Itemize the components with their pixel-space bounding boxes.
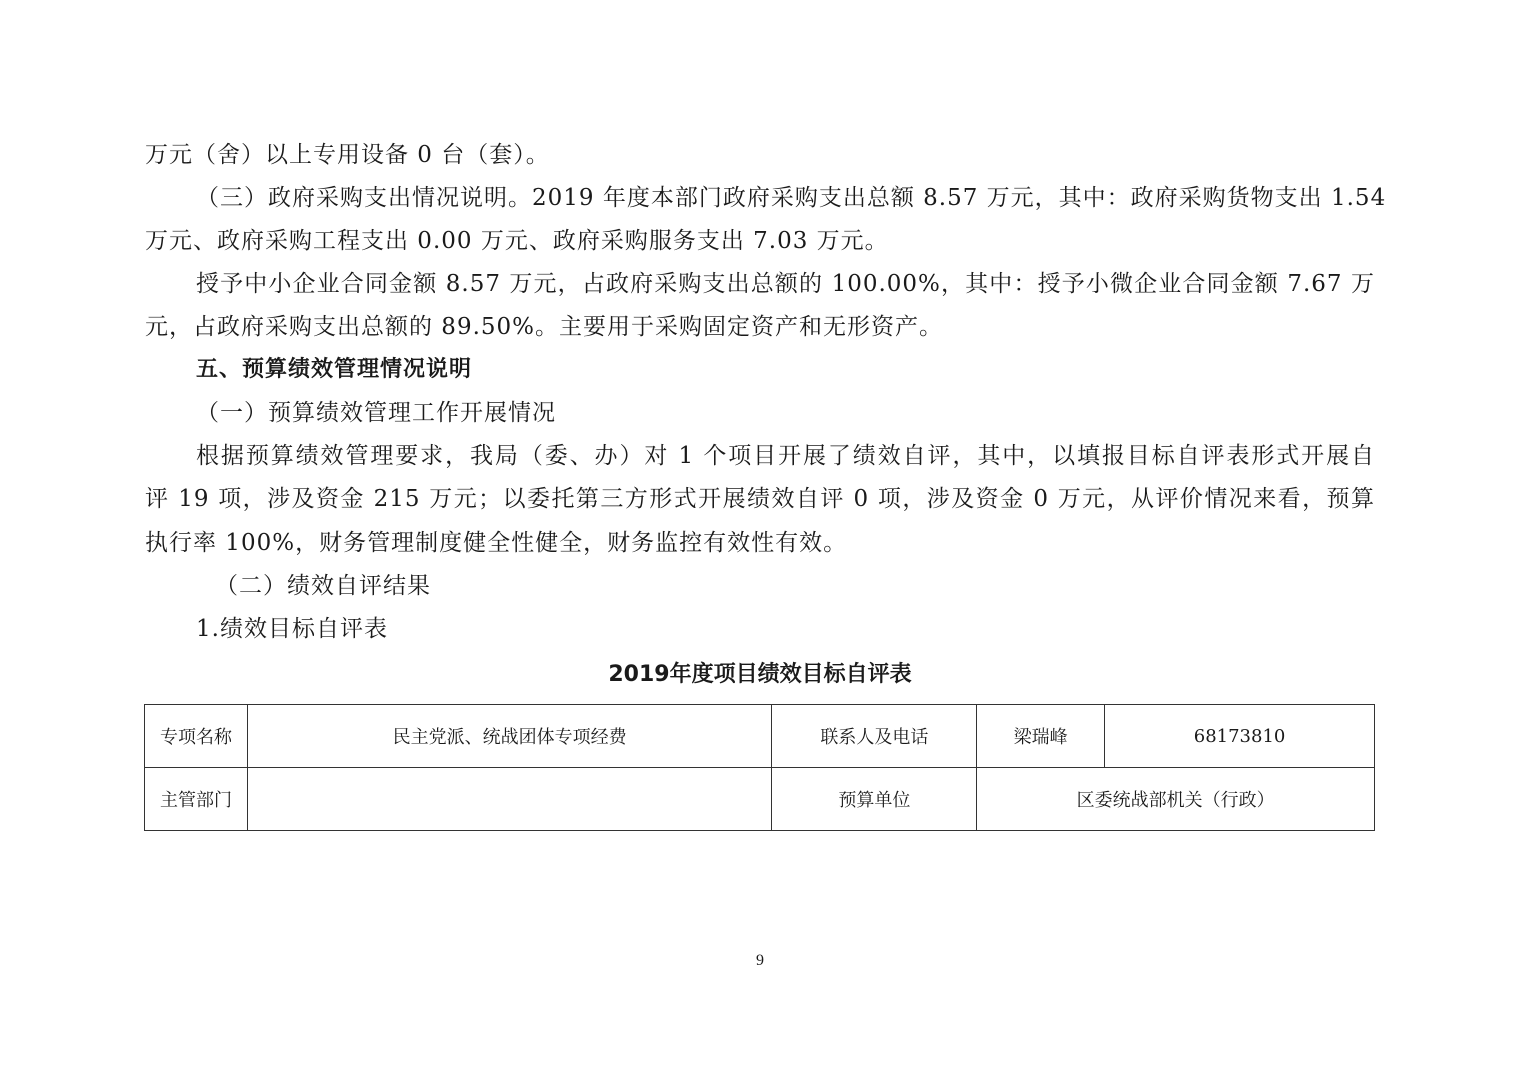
subsection-heading-1: （一）预算绩效管理工作开展情况	[196, 400, 556, 426]
label-contact: 联系人及电话	[772, 705, 977, 768]
project-name-value: 民主党派、统战团体专项经费	[247, 705, 772, 768]
paragraph-line-3: 万元、政府采购工程支出 0.00 万元、政府采购服务支出 7.03 万元。	[145, 228, 889, 254]
table-row	[145, 768, 1375, 831]
subsection-heading-2: （二）绩效自评结果	[215, 573, 431, 599]
paragraph-line-6: 根据预算绩效管理要求，我局（委、办）对 1 个项目开展了绩效自评，其中，以填报目标自评表形式开展自	[196, 443, 1375, 469]
paragraph-line-4: 授予中小企业合同金额 8.57 万元，占政府采购支出总额的 100.00%，其中：授予小微企业合同金额 7.67 万	[196, 271, 1375, 297]
label-budget-unit: 预算单位	[772, 768, 977, 831]
paragraph-line-5: 元，占政府采购支出总额的 89.50%。主要用于采购固定资产和无形资产。	[145, 314, 944, 340]
section-heading-5: 五、预算绩效管理情况说明	[196, 357, 473, 382]
table-title: 2019年度项目绩效目标自评表	[608, 662, 912, 687]
contact-name-value: 梁瑞峰	[977, 705, 1105, 768]
subsection-heading-3: 1.绩效目标自评表	[196, 616, 388, 642]
department-value	[247, 768, 772, 831]
paragraph-line-7: 评 19 项，涉及资金 215 万元；以委托第三方形式开展绩效自评 0 项，涉及资金 0 万元，从评价情况来看，预算	[145, 486, 1375, 512]
paragraph-line-8: 执行率 100%，财务管理制度健全性健全，财务监控有效性有效。	[145, 530, 848, 556]
contact-phone-value: 68173810	[1105, 705, 1375, 768]
label-project-name: 专项名称	[145, 705, 248, 768]
page-number: 9	[756, 952, 764, 969]
paragraph-line-2: （三）政府采购支出情况说明。2019 年度本部门政府采购支出总额 8.57 万元，其中：政府采购货物支出 1.54	[196, 185, 1387, 211]
evaluation-table	[144, 704, 1375, 831]
label-department: 主管部门	[145, 768, 248, 831]
paragraph-line-1: 万元（舍）以上专用设备 0 台（套）。	[145, 142, 550, 168]
budget-unit-value: 区委统战部机关（行政）	[977, 768, 1375, 831]
table-row	[145, 705, 1375, 768]
